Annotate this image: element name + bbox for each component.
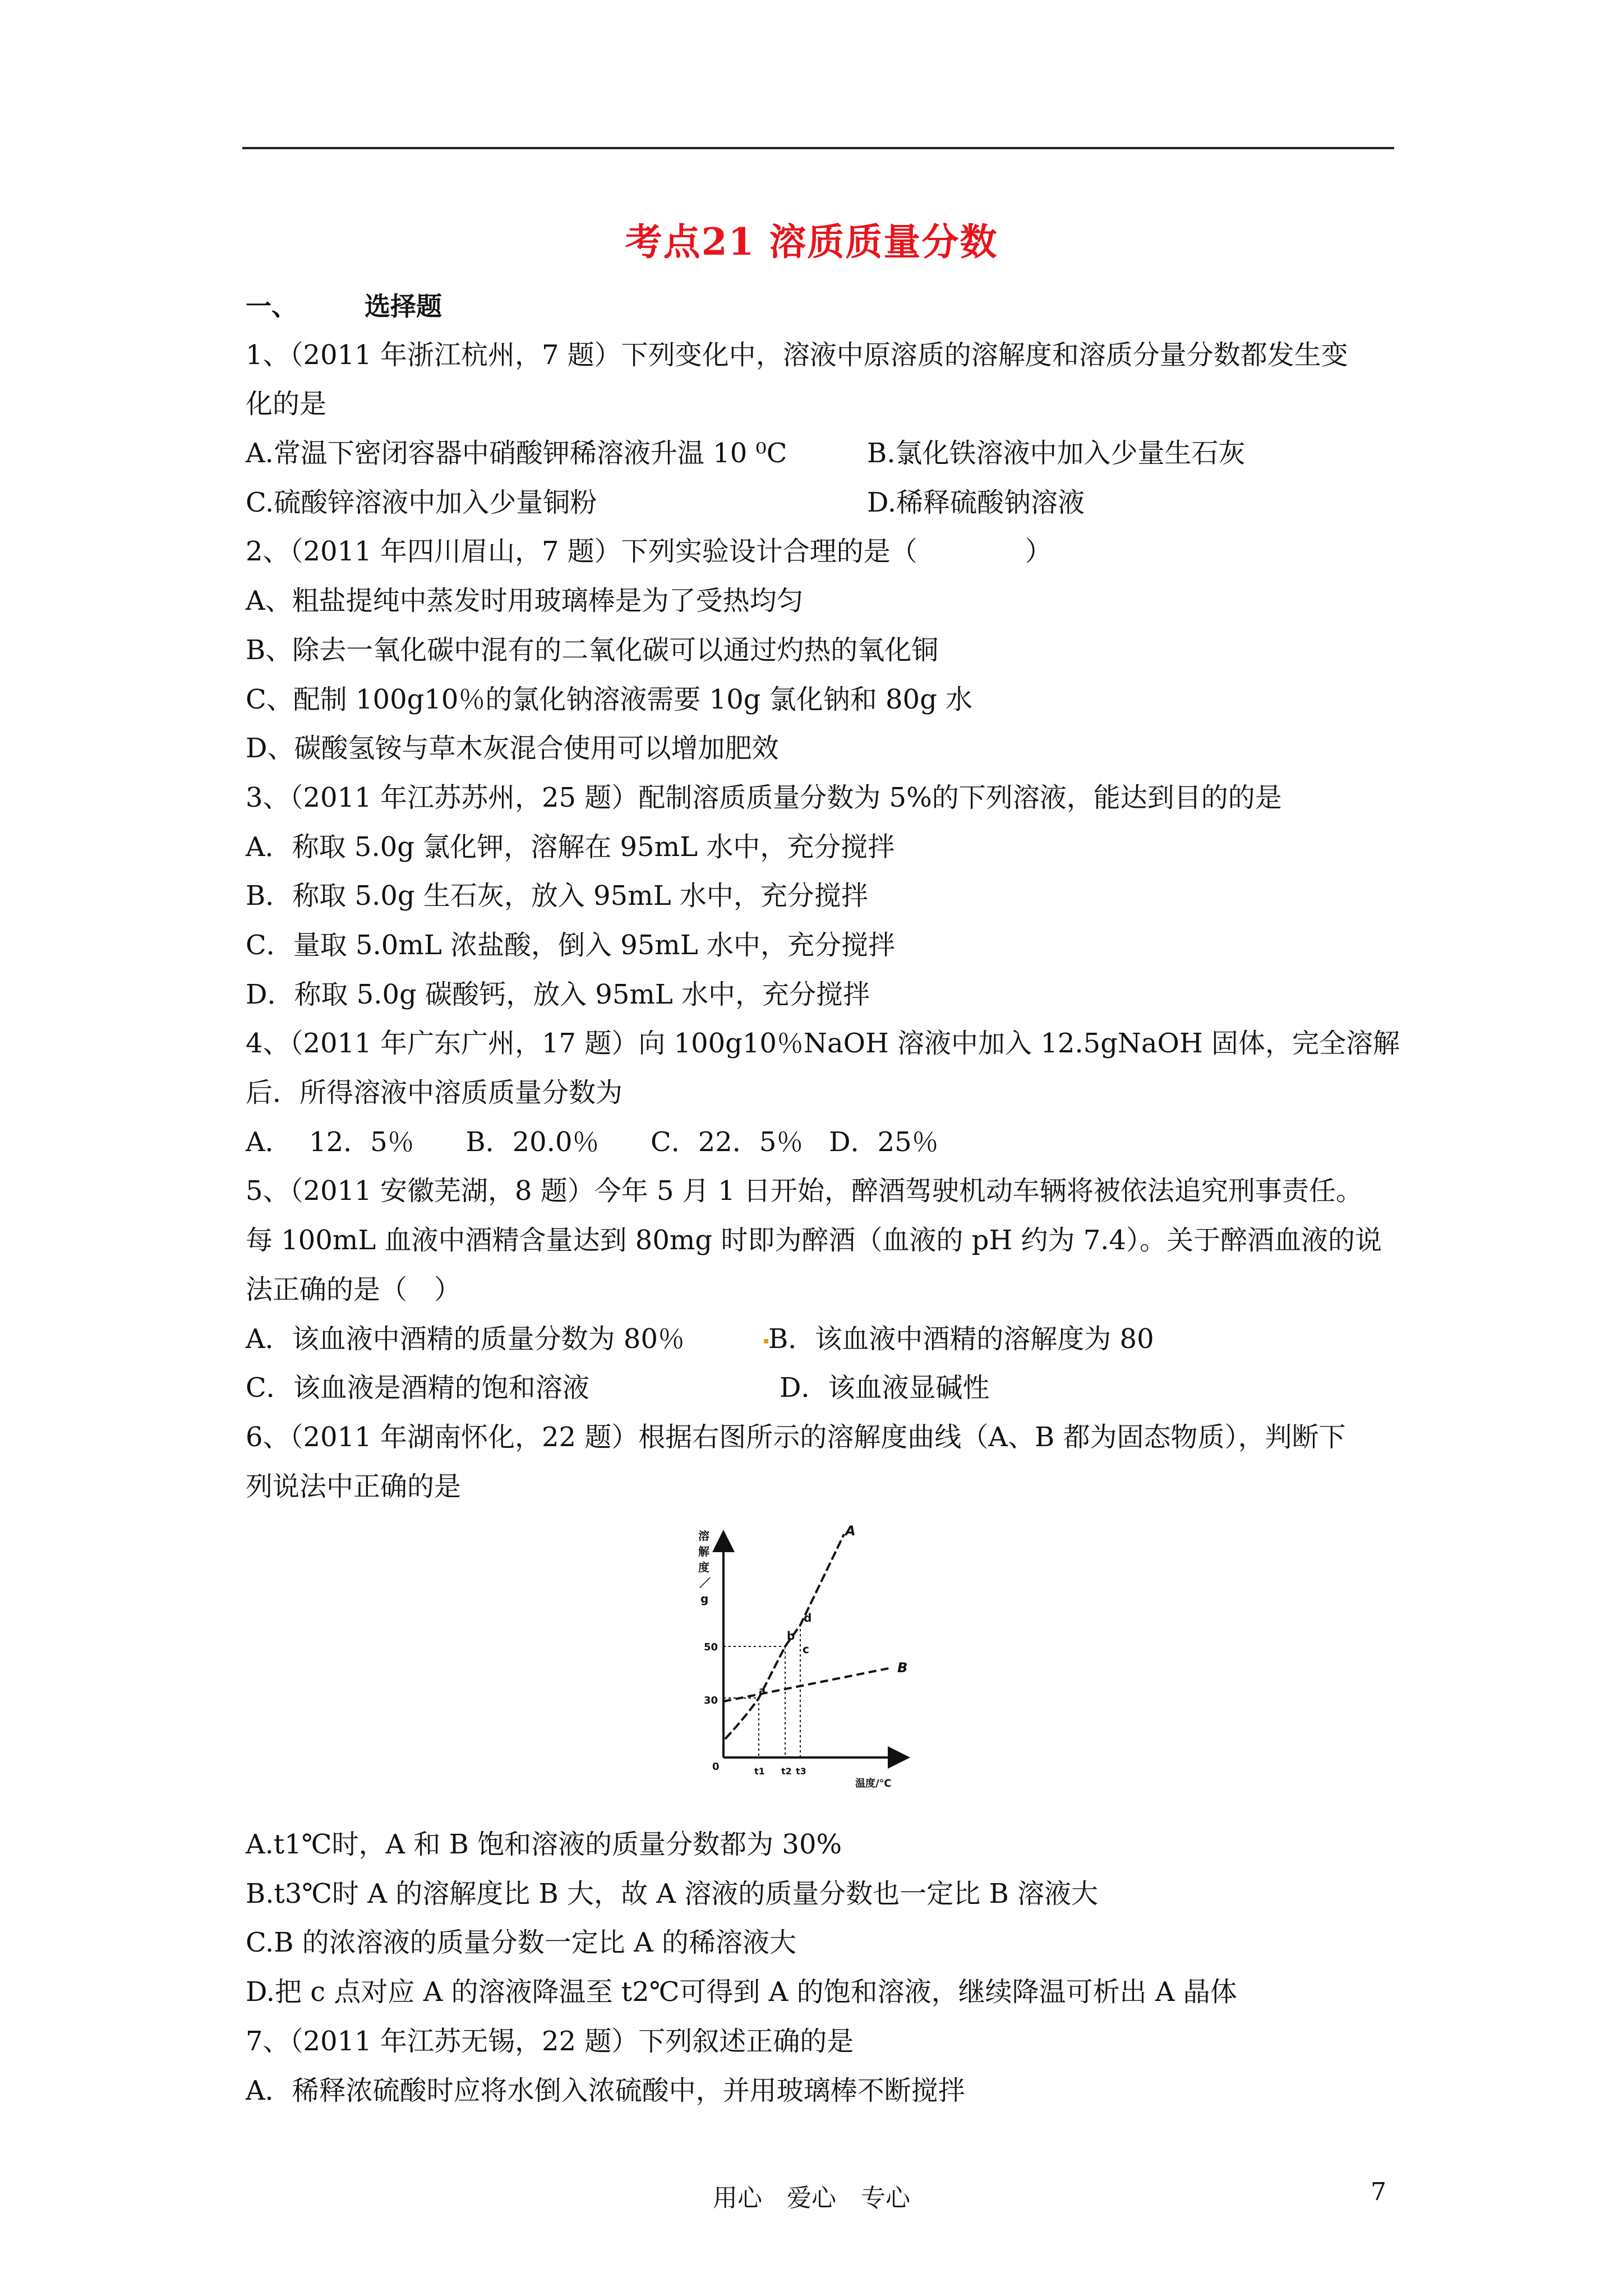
stray-mark: [764, 1339, 768, 1343]
q3-option-d: D．称取 5.0g 碳酸钙，放入 95mL 水中，充分搅拌: [246, 979, 870, 1010]
header-rule: [242, 147, 1394, 149]
q2-option-d: D、碳酸氢铵与草木灰混合使用可以增加肥效: [246, 733, 779, 764]
q6-line-1: 6、（2011 年湖南怀化，22 题）根据右图所示的溶解度曲线（A、B 都为固态物质），判断下: [246, 1421, 1346, 1453]
y-tick-50: 50: [704, 1641, 718, 1653]
q1-option-d: D.稀释硫酸钠溶液: [867, 487, 1085, 518]
q3-option-b: B．称取 5.0g 生石灰，放入 95mL 水中，充分搅拌: [246, 880, 868, 912]
q3-option-c: C．量取 5.0mL 浓盐酸，倒入 95mL 水中，充分搅拌: [246, 930, 895, 961]
solubility-chart: [693, 1523, 928, 1792]
q6-line-2: 列说法中正确的是: [246, 1471, 462, 1502]
point-c: c: [803, 1642, 809, 1656]
y-label-char-2: 解: [698, 1545, 709, 1558]
q5-option-c: C．该血液是酒精的饱和溶液: [246, 1372, 589, 1404]
q1-option-a: A.常温下密闭容器中硝酸钾稀溶液升温 10 ⁰C: [246, 438, 787, 469]
q5-option-a: A．该血液中酒精的质量分数为 80％: [246, 1323, 685, 1355]
q2-stem: 2、（2011 年四川眉山，7 题）下列实验设计合理的是（ ）: [246, 536, 1052, 567]
y-label-char-4: ／: [699, 1576, 711, 1590]
y-label-char-3: 度: [698, 1561, 709, 1574]
q6-option-d: D.把 c 点对应 A 的溶液降温至 t2℃可得到 A 的饱和溶液，继续降温可析出 A 晶体: [246, 1976, 1237, 2008]
x-tick-t1: t1: [754, 1766, 765, 1777]
y-label-char-1: 溶: [698, 1529, 709, 1543]
q5-option-b: B．该血液中酒精的溶解度为 80: [768, 1323, 1154, 1355]
q7-option-a: A．稀释浓硫酸时应将水倒入浓硫酸中，并用玻璃棒不断搅拌: [246, 2075, 965, 2106]
curve-b: [723, 1668, 892, 1701]
q1-line-2: 化的是: [246, 388, 327, 420]
q4-options: A． 12．5％ B．20.0％ C．22．5％ D．25％: [246, 1126, 939, 1158]
q3-stem: 3、（2011 年江苏苏州，25 题）配制溶质质量分数为 5%的下列溶液，能达到目的的是: [246, 782, 1282, 813]
q5-line-3: 法正确的是（ ）: [246, 1274, 462, 1305]
q5-option-d: D．该血液显碱性: [780, 1372, 990, 1404]
q1-line-1: 1、（2011 年浙江杭州，7 题）下列变化中，溶液中原溶质的溶解度和溶质分量分数都发生变: [246, 339, 1348, 371]
point-b: b: [787, 1629, 795, 1642]
q4-line-2: 后．所得溶液中溶质质量分数为: [246, 1077, 623, 1108]
footer-motto: 用心 爱心 专心: [713, 2184, 910, 2212]
x-tick-t2: t2: [781, 1766, 792, 1777]
page-number: 7: [1371, 2178, 1386, 2206]
section-number: 一、: [246, 291, 297, 321]
q6-option-b: B.t3℃时 A 的溶解度比 B 大，故 A 溶液的质量分数也一定比 B 溶液大: [246, 1878, 1098, 1910]
q5-line-1: 5、（2011 安徽芜湖，8 题）今年 5 月 1 日开始，醉酒驾驶机动车辆将被依法追究刑事责任。: [246, 1175, 1363, 1207]
q2-option-c: C、配制 100g10％的氯化钠溶液需要 10g 氯化钠和 80g 水: [246, 684, 973, 715]
q6-option-c: C.B 的浓溶液的质量分数一定比 A 的稀溶液大: [246, 1927, 796, 1958]
q7-stem: 7、（2011 年江苏无锡，22 题）下列叙述正确的是: [246, 2026, 854, 2057]
section-heading: [246, 286, 442, 323]
curve-b-label: B: [897, 1660, 908, 1676]
q1-option-b: B.氯化铁溶液中加入少量生石灰: [867, 438, 1246, 469]
q1-option-c: C.硫酸锌溶液中加入少量铜粉: [246, 487, 597, 518]
q2-option-b: B、除去一氧化碳中混有的二氧化碳可以通过灼热的氧化铜: [246, 634, 939, 666]
y-tick-30: 30: [704, 1695, 718, 1706]
q4-line-1: 4、（2011 年广东广州，17 题）向 100g10％NaOH 溶液中加入 12.5gNaOH 固体，完全溶解: [246, 1028, 1400, 1059]
page-title: 考点21 溶质质量分数: [625, 220, 998, 264]
section-label: 选择题: [365, 291, 442, 321]
y-label-char-5: g: [700, 1592, 709, 1605]
q5-option-b-wrap: [756, 1322, 1154, 1356]
q2-option-a: A、粗盐提纯中蒸发时用玻璃棒是为了受热均匀: [246, 585, 804, 616]
x-tick-t3: t3: [796, 1766, 806, 1777]
q3-option-a: A．称取 5.0g 氯化钾，溶解在 95mL 水中，充分搅拌: [246, 831, 895, 863]
curve-a-label: A: [845, 1523, 856, 1539]
q6-option-a: A.t1℃时，A 和 B 饱和溶液的质量分数都为 30%: [246, 1829, 842, 1860]
origin-label: 0: [712, 1761, 720, 1773]
point-d: d: [804, 1611, 812, 1625]
point-a: a: [759, 1685, 766, 1697]
q5-line-2: 每 100mL 血液中酒精含量达到 80mg 时即为醉酒（血液的 pH 约为 7.4）。关于醉酒血液的说: [246, 1225, 1382, 1256]
x-axis-label: 温度/℃: [855, 1778, 892, 1789]
